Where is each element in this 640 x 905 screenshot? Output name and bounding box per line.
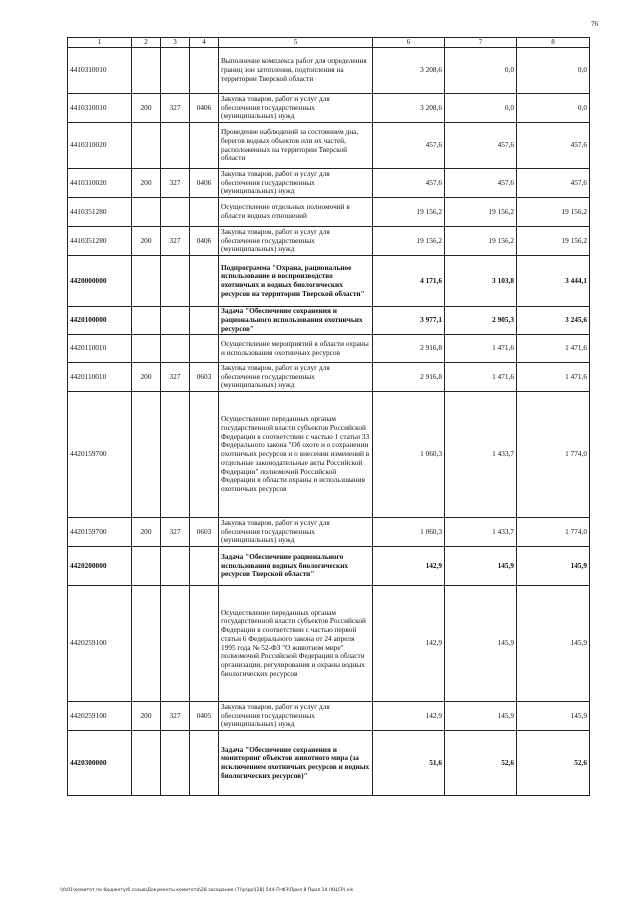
- amount-year1-cell: 142,9: [373, 702, 445, 731]
- department-cell: 327: [161, 363, 190, 392]
- expense-type-cell: [132, 48, 161, 94]
- amount-year3-cell: 19 156,2: [517, 227, 590, 256]
- expense-type-cell: 200: [132, 94, 161, 123]
- footer-file-path: \\fs01\комитет по бюджету\6 созыв\Документы комитета\28 заседание (7)\р\рр\[28] 544-П-ФЗ\Прил 8 Прил 14 (КЦСР).xls: [60, 888, 354, 893]
- column-header: 6: [373, 38, 445, 48]
- item-name-cell: Задача "Обеспечение сохранения и мониторинг объектов животного мира (за исключением охотничьих ресурсов и водных биологических ресурсов)": [219, 731, 373, 796]
- amount-year1-cell: 142,9: [373, 547, 445, 586]
- section-cell: [190, 256, 219, 307]
- budget-code-cell: 4410310020: [68, 169, 132, 198]
- budget-code-cell: 4420300000: [68, 731, 132, 796]
- table-row: [68, 94, 590, 123]
- amount-year2-cell: 0,0: [445, 94, 517, 123]
- expense-type-cell: 200: [132, 169, 161, 198]
- amount-year2-cell: 0,0: [445, 48, 517, 94]
- item-name-cell: Закупка товаров, работ и услуг для обеспечения государственных (муниципальных) нужд: [219, 94, 373, 123]
- department-cell: [161, 335, 190, 363]
- section-cell: [190, 307, 219, 335]
- amount-year3-cell: 145,9: [517, 702, 590, 731]
- department-cell: [161, 198, 190, 227]
- department-cell: 327: [161, 702, 190, 731]
- item-name-cell: Подпрограмма "Охрана, рациональное использование и воспроизводство охотничьих и водных биологических ресурсов на территории Тверской области": [219, 256, 373, 307]
- section-cell: 0603: [190, 518, 219, 547]
- amount-year2-cell: 145,9: [445, 547, 517, 586]
- expense-type-cell: [132, 586, 161, 702]
- budget-code-cell: 4420000000: [68, 256, 132, 307]
- amount-year1-cell: 4 171,6: [373, 256, 445, 307]
- budget-code-cell: 4420200000: [68, 547, 132, 586]
- department-cell: [161, 586, 190, 702]
- department-cell: [161, 392, 190, 518]
- amount-year3-cell: 145,9: [517, 547, 590, 586]
- amount-year2-cell: 19 156,2: [445, 227, 517, 256]
- amount-year3-cell: 0,0: [517, 94, 590, 123]
- section-cell: [190, 547, 219, 586]
- amount-year3-cell: 1 774,0: [517, 518, 590, 547]
- amount-year3-cell: 457,6: [517, 123, 590, 169]
- table-row: [68, 586, 590, 702]
- amount-year1-cell: 457,6: [373, 169, 445, 198]
- item-name-cell: Осуществление отдельных полномочий в области водных отношений: [219, 198, 373, 227]
- table-row: [68, 547, 590, 586]
- section-cell: [190, 198, 219, 227]
- section-cell: [190, 123, 219, 169]
- department-cell: [161, 307, 190, 335]
- amount-year2-cell: 145,9: [445, 586, 517, 702]
- amount-year2-cell: 145,9: [445, 702, 517, 731]
- section-cell: 0603: [190, 363, 219, 392]
- budget-code-cell: 4420100000: [68, 307, 132, 335]
- amount-year1-cell: 1 060,3: [373, 392, 445, 518]
- expense-type-cell: [132, 198, 161, 227]
- budget-code-cell: 4420110010: [68, 363, 132, 392]
- expense-type-cell: 200: [132, 702, 161, 731]
- column-header: 1: [68, 38, 132, 48]
- item-name-cell: Закупка товаров, работ и услуг для обеспечения государственных (муниципальных) нужд: [219, 169, 373, 198]
- amount-year2-cell: 457,6: [445, 169, 517, 198]
- amount-year3-cell: 457,6: [517, 169, 590, 198]
- expense-type-cell: 200: [132, 227, 161, 256]
- expense-type-cell: 200: [132, 518, 161, 547]
- section-cell: [190, 586, 219, 702]
- item-name-cell: Осуществление переданных органам государственной власти субъектов Российской Федерации в соответствии с частью 1 статьи 33 Федерального закона "Об охоте и о сохранении охотничьих ресурсов и о внесении изменений в отдельные законодательные акты Российской Федерации" полномочий Российской Федерации в области охраны и использования охотничьих ресурсов: [219, 392, 373, 518]
- budget-code-cell: 4420259100: [68, 702, 132, 731]
- item-name-cell: Проведение наблюдений за состоянием дна, берегов водных объектов или их частей, расположенных на территории Тверской области: [219, 123, 373, 169]
- amount-year3-cell: 0,0: [517, 48, 590, 94]
- amount-year3-cell: 1 471,6: [517, 363, 590, 392]
- department-cell: [161, 123, 190, 169]
- department-cell: 327: [161, 169, 190, 198]
- expense-type-cell: [132, 335, 161, 363]
- table-row: [68, 198, 590, 227]
- section-cell: [190, 335, 219, 363]
- table-row: [68, 227, 590, 256]
- expense-type-cell: [132, 392, 161, 518]
- table-row: [68, 48, 590, 94]
- amount-year2-cell: 1 471,6: [445, 335, 517, 363]
- column-header: 4: [190, 38, 219, 48]
- budget-table: [67, 37, 590, 796]
- section-cell: 0406: [190, 169, 219, 198]
- amount-year1-cell: 142,9: [373, 586, 445, 702]
- amount-year3-cell: 3 444,1: [517, 256, 590, 307]
- amount-year3-cell: 145,9: [517, 586, 590, 702]
- amount-year1-cell: 457,6: [373, 123, 445, 169]
- table-row: [68, 169, 590, 198]
- amount-year2-cell: 1 471,6: [445, 363, 517, 392]
- page-number: 76: [591, 20, 598, 28]
- table-row: [68, 256, 590, 307]
- amount-year2-cell: 19 156,2: [445, 198, 517, 227]
- table-row: [68, 363, 590, 392]
- amount-year1-cell: 2 916,8: [373, 335, 445, 363]
- header-row: [68, 38, 590, 48]
- table-row: [68, 123, 590, 169]
- amount-year3-cell: 3 245,6: [517, 307, 590, 335]
- section-cell: 0406: [190, 227, 219, 256]
- section-cell: [190, 392, 219, 518]
- amount-year1-cell: 3 208,6: [373, 48, 445, 94]
- amount-year2-cell: 1 433,7: [445, 392, 517, 518]
- amount-year1-cell: 3 208,6: [373, 94, 445, 123]
- column-header: 7: [445, 38, 517, 48]
- amount-year2-cell: 1 433,7: [445, 518, 517, 547]
- budget-code-cell: 4410351280: [68, 227, 132, 256]
- expense-type-cell: 200: [132, 363, 161, 392]
- table-row: [68, 731, 590, 796]
- expense-type-cell: [132, 731, 161, 796]
- section-cell: [190, 731, 219, 796]
- item-name-cell: Выполнение комплекса работ для определения границ зон затопления, подтопления на территории Тверской области: [219, 48, 373, 94]
- budget-code-cell: 4420110010: [68, 335, 132, 363]
- expense-type-cell: [132, 547, 161, 586]
- department-cell: 327: [161, 94, 190, 123]
- column-header: 8: [517, 38, 590, 48]
- budget-code-cell: 4420159700: [68, 518, 132, 547]
- item-name-cell: Закупка товаров, работ и услуг для обеспечения государственных (муниципальных) нужд: [219, 227, 373, 256]
- department-cell: [161, 48, 190, 94]
- amount-year1-cell: 3 977,1: [373, 307, 445, 335]
- department-cell: [161, 731, 190, 796]
- department-cell: [161, 256, 190, 307]
- amount-year3-cell: 19 156,2: [517, 198, 590, 227]
- section-cell: [190, 48, 219, 94]
- amount-year1-cell: 51,6: [373, 731, 445, 796]
- item-name-cell: Закупка товаров, работ и услуг для обеспечения государственных (муниципальных) нужд: [219, 518, 373, 547]
- table-row: [68, 518, 590, 547]
- amount-year1-cell: 19 156,2: [373, 198, 445, 227]
- department-cell: 327: [161, 227, 190, 256]
- amount-year3-cell: 1 471,6: [517, 335, 590, 363]
- column-header: 2: [132, 38, 161, 48]
- item-name-cell: Осуществление переданных органам государственной власти субъектов Российской Федерации в соответствии с частью первой статьи 6 Федерального закона от 24 апреля 1995 года № 52-ФЗ "О животном мире" полномочий Российской Федерации в области организации, регулирования и охраны водных биологических ресурсов: [219, 586, 373, 702]
- amount-year3-cell: 1 774,0: [517, 392, 590, 518]
- item-name-cell: Осуществление мероприятий в области охраны и использования охотничьих ресурсов: [219, 335, 373, 363]
- table-row: [68, 335, 590, 363]
- amount-year2-cell: 3 103,8: [445, 256, 517, 307]
- item-name-cell: Закупка товаров, работ и услуг для обеспечения государственных (муниципальных) нужд: [219, 702, 373, 731]
- table-row: [68, 392, 590, 518]
- budget-code-cell: 4410310020: [68, 123, 132, 169]
- department-cell: [161, 547, 190, 586]
- budget-code-cell: 4410310010: [68, 94, 132, 123]
- amount-year1-cell: 2 916,8: [373, 363, 445, 392]
- section-cell: 0405: [190, 702, 219, 731]
- amount-year1-cell: 19 156,2: [373, 227, 445, 256]
- amount-year2-cell: 52,6: [445, 731, 517, 796]
- item-name-cell: Задача "Обеспечение рационального использования водных биологических ресурсов Тверской области": [219, 547, 373, 586]
- expense-type-cell: [132, 256, 161, 307]
- item-name-cell: Закупка товаров, работ и услуг для обеспечения государственных (муниципальных) нужд: [219, 363, 373, 392]
- table-row: [68, 307, 590, 335]
- section-cell: 0406: [190, 94, 219, 123]
- budget-code-cell: 4410351280: [68, 198, 132, 227]
- amount-year2-cell: 457,6: [445, 123, 517, 169]
- budget-code-cell: 4410310010: [68, 48, 132, 94]
- amount-year1-cell: 1 060,3: [373, 518, 445, 547]
- department-cell: 327: [161, 518, 190, 547]
- expense-type-cell: [132, 123, 161, 169]
- budget-code-cell: 4420259100: [68, 586, 132, 702]
- amount-year3-cell: 52,6: [517, 731, 590, 796]
- expense-type-cell: [132, 307, 161, 335]
- item-name-cell: Задача "Обеспечение сохранения и рационального использования охотничьих ресурсов": [219, 307, 373, 335]
- budget-code-cell: 4420159700: [68, 392, 132, 518]
- amount-year2-cell: 2 905,3: [445, 307, 517, 335]
- column-header: 5: [219, 38, 373, 48]
- table-body: [68, 48, 590, 796]
- table-row: [68, 702, 590, 731]
- column-header: 3: [161, 38, 190, 48]
